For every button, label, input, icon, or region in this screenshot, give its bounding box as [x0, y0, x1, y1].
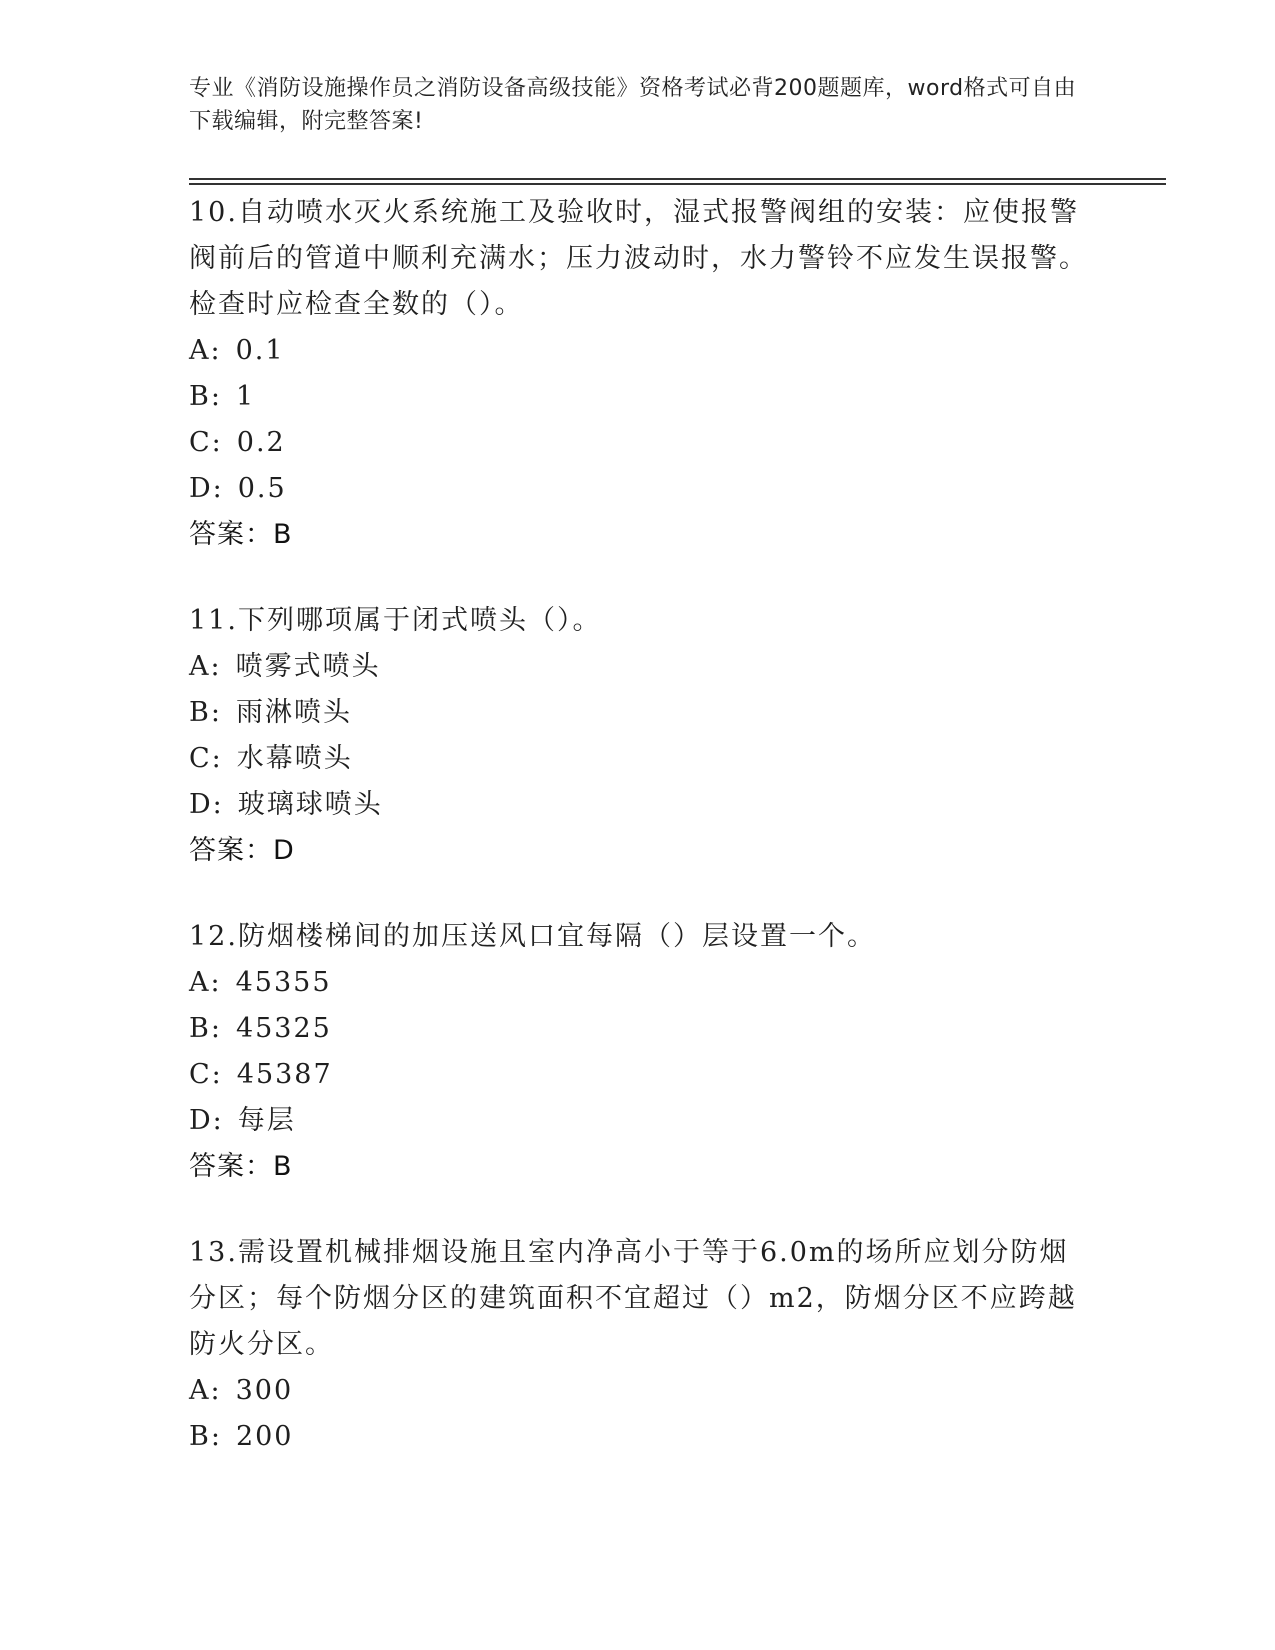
option-b — [189, 1006, 1089, 1052]
option-text: 0.1 — [235, 335, 285, 366]
option-d — [189, 782, 1089, 828]
option-b — [189, 1414, 1089, 1460]
option-letter: B: — [189, 697, 222, 728]
option-text: 0.5 — [237, 473, 287, 504]
option-c — [189, 736, 1089, 782]
option-letter: D: — [189, 1105, 224, 1136]
option-text: 1 — [235, 381, 256, 412]
option-text: 45387 — [236, 1059, 333, 1090]
option-text: 45325 — [235, 1013, 332, 1044]
option-b — [189, 374, 1089, 420]
option-d — [189, 466, 1089, 512]
option-letter: B: — [189, 1013, 222, 1044]
question-stem: 11.下列哪项属于闭式喷头（）。 — [189, 605, 602, 636]
option-text: 200 — [235, 1421, 294, 1452]
option-text: 300 — [235, 1375, 294, 1406]
answer-line: 答案：D — [189, 835, 295, 866]
option-text: 每层 — [237, 1105, 296, 1136]
option-letter: C: — [189, 427, 223, 458]
option-a — [189, 328, 1089, 374]
option-letter: B: — [189, 1421, 222, 1452]
option-c — [189, 420, 1089, 466]
question-stem: 12.防烟楼梯间的加压送风口宜每隔（）层设置一个。 — [189, 921, 876, 952]
option-a — [189, 1368, 1089, 1414]
option-a — [189, 644, 1089, 690]
question-10 — [189, 190, 1089, 558]
option-letter: A: — [189, 651, 222, 682]
option-a — [189, 960, 1089, 1006]
header-divider-top — [189, 178, 1166, 180]
answer-line: 答案：B — [189, 1151, 293, 1182]
option-text: 45355 — [235, 967, 332, 998]
option-c — [189, 1052, 1089, 1098]
option-letter: A: — [189, 335, 222, 366]
option-letter: D: — [189, 473, 224, 504]
question-stem: 10.自动喷水灭火系统施工及验收时，湿式报警阀组的安装：应使报警阀前后的管道中顺利充满水；压力波动时，水力警铃不应发生误报警。检查时应检查全数的（）。 — [189, 197, 1088, 320]
question-12 — [189, 914, 1089, 1190]
option-letter: C: — [189, 1059, 223, 1090]
answer-line: 答案：B — [189, 519, 293, 550]
option-text: 玻璃球喷头 — [237, 789, 383, 820]
option-text: 喷雾式喷头 — [235, 651, 381, 682]
option-text: 0.2 — [236, 427, 286, 458]
header-divider-bottom — [189, 183, 1166, 185]
option-text: 雨淋喷头 — [235, 697, 352, 728]
option-letter: A: — [189, 1375, 222, 1406]
option-letter: C: — [189, 743, 223, 774]
question-11 — [189, 598, 1089, 874]
option-letter: B: — [189, 381, 222, 412]
option-letter: D: — [189, 789, 224, 820]
option-letter: A: — [189, 967, 222, 998]
option-b — [189, 690, 1089, 736]
option-d — [189, 1098, 1089, 1144]
document-intro: 专业《消防设施操作员之消防设备高级技能》资格考试必背200题题库，word格式可自由下载编辑，附完整答案! — [189, 76, 1077, 134]
question-13 — [189, 1230, 1089, 1460]
question-list — [189, 190, 1089, 1500]
option-text: 水幕喷头 — [236, 743, 353, 774]
question-stem: 13.需设置机械排烟设施且室内净高小于等于6.0m的场所应划分防烟分区；每个防烟分区的建筑面积不宜超过（）m2，防烟分区不应跨越防火分区。 — [189, 1237, 1077, 1360]
